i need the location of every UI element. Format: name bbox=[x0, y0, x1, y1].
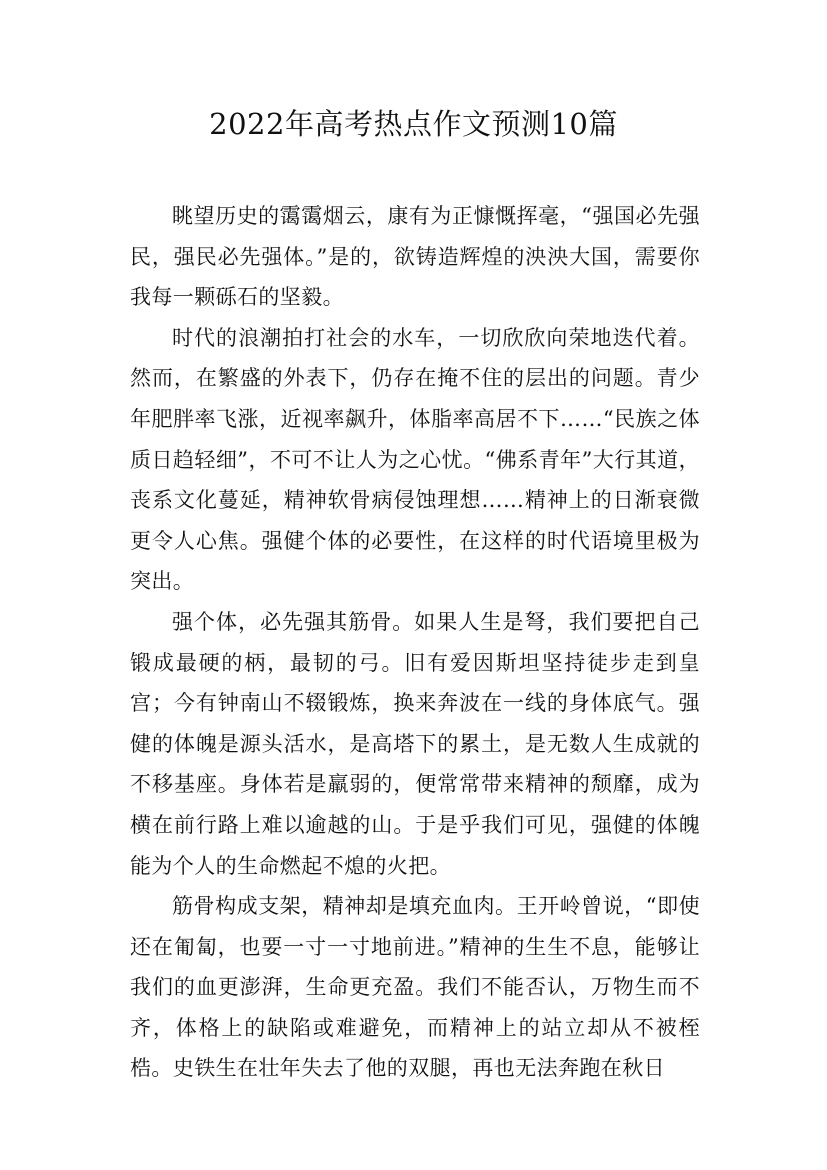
paragraph: 眺望历史的霭霭烟云，康有为正慷慨挥毫，“强国必先强民，强民必先强体。”是的，欲铸造辉煌的泱泱大国，需要你我每一颗砾石的坚毅。 bbox=[130, 204, 700, 310]
paragraph: 强个体，必先强其筋骨。如果人生是弩，我们要把自己锻成最硬的柄，最韧的弓。旧有爱因斯坦坚持徒步走到皇宫；今有钟南山不辍锻炼，换来奔波在一线的身体底气。强健的体魄是源头活水，是高塔下的累土，是无数人生成就的不移基座。身体若是羸弱的，便常常带来精神的颓靡，成为横在前行路上难以逾越的山。于是乎我们可见，强健的体魄能为个人的生命燃起不熄的火把。 bbox=[130, 609, 700, 878]
paragraph: 时代的浪潮拍打社会的水车，一切欣欣向荣地迭代着。然而，在繁盛的外表下，仍存在掩不住的层出的问题。青少年肥胖率飞涨，近视率飙升，体脂率高居不下……“民族之体质日趋轻细”，不可不让人为之心忧。“佛系青年”大行其道，丧系文化蔓延，精神软骨病侵蚀理想……精神上的日渐衰微更令人心焦。强健个体的必要性，在这样的时代语境里极为突出。 bbox=[130, 325, 700, 594]
document-body bbox=[130, 196, 700, 1089]
paragraph: 筋骨构成支架，精神却是填充血肉。王开岭曾说，“即使还在匍匐，也要一寸一寸地前进。”精神的生生不息，能够让我们的血更澎湃，生命更充盈。我们不能否认，万物生而不齐，体格上的缺陷或难避免，而精神上的站立却从不被桎梏。史铁生在壮年失去了他的双腿，再也无法奔跑在秋日 bbox=[130, 894, 700, 1081]
document-title: 2022年高考热点作文预测10篇 bbox=[209, 107, 618, 141]
